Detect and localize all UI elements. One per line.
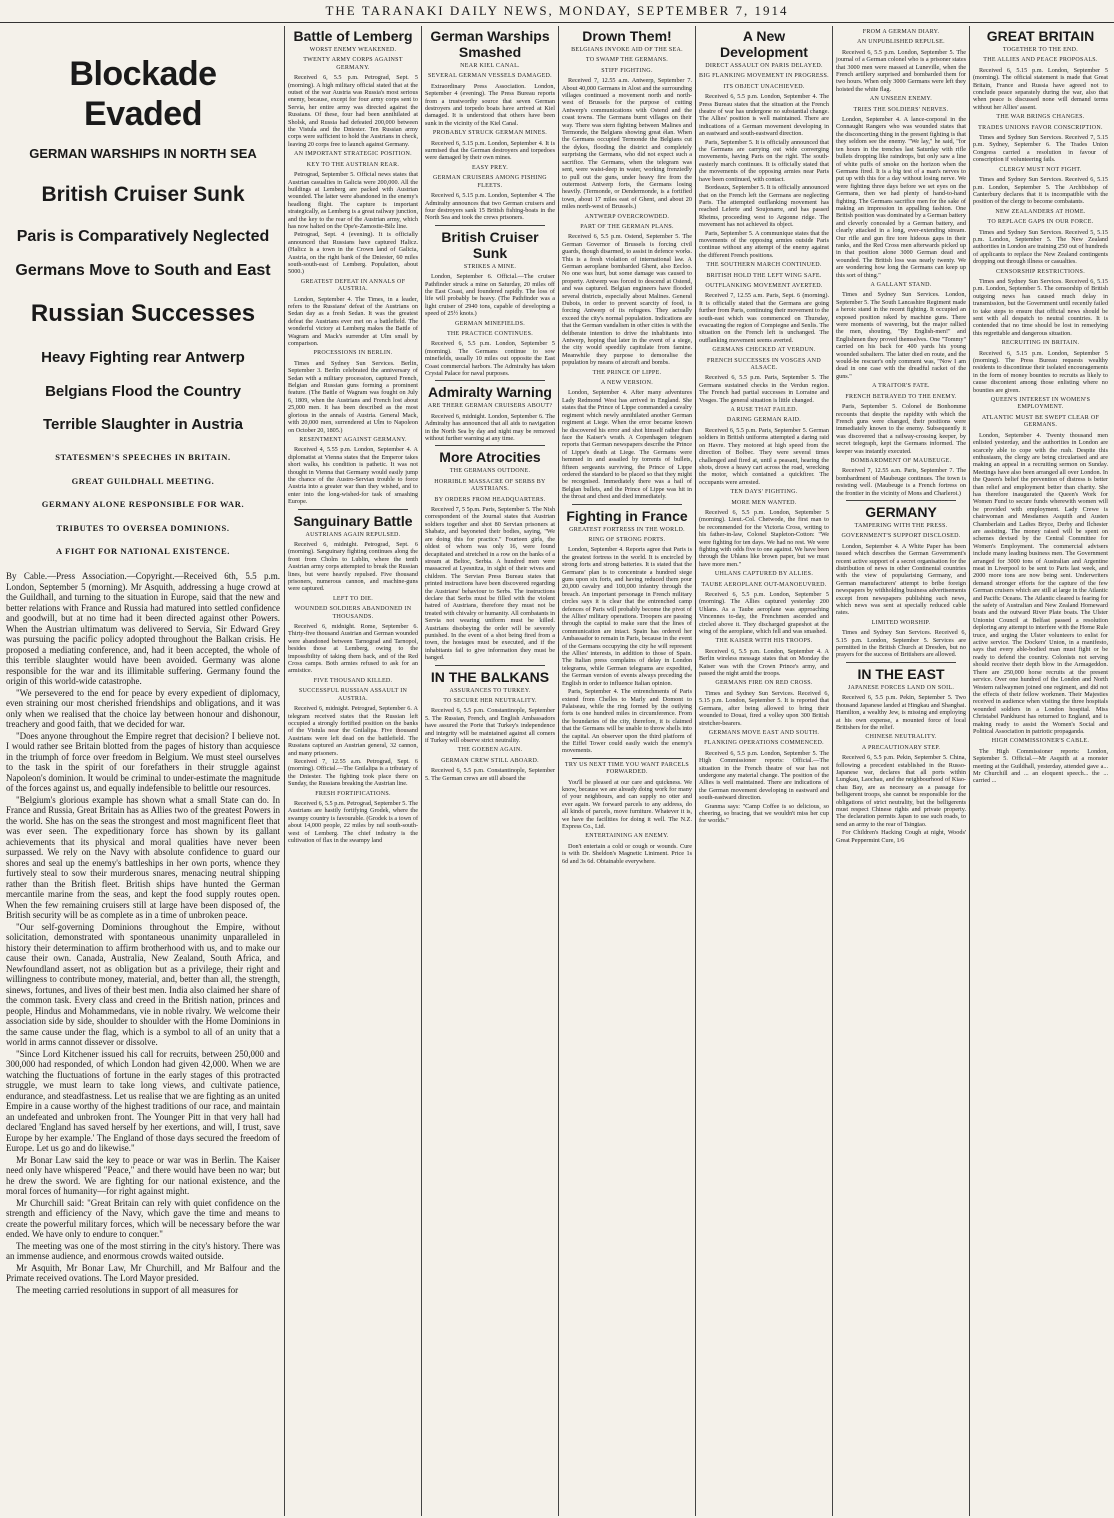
subhead: FROM A GERMAN DIARY. xyxy=(862,29,940,35)
article-text: Received 6, 5.5 p.m. London, September 5. The journal of a German colonel who is a prisoner states that 3000 men were massed at Luneville, when the French artillery surprised and bombarded them for two hours. When only 3000 Germans were left they hoisted the white flag. xyxy=(836,48,966,93)
subhead: TO REPLACE GAPS IN OUR FORCE. xyxy=(987,219,1094,226)
advert-heading: TRY US NEXT TIME YOU WANT PARCELS FORWARDED. xyxy=(564,761,690,776)
divider xyxy=(435,380,545,381)
article-text: Received 6, 5.5 p.m. Pekin, September 5. China, following a precedent established in the Russo-Japanese war, declares that all ports within Lungkau, Laochau, and the neighbourhood of Kiao-chau Bay, are as necessary as a passage for belligerent troops, she cannot be responsible for the obligations of strict neutrality, but the belligerents must respect Chinese rights and private property. The declaration permits Japan to use such roads, to send an army to the rear of Tsingtao. xyxy=(836,754,966,828)
article-text: Received 6, 5.5 p.m. Petrograd, Sept. 5 (morning). A high military official stated that at the outset of the war Austria was Russia's most serious enemy, because, except for four army corps sent to Servia, her entire army was directed against the Russians. Of these, four had been annihilated at Sholsk, and Russia had defeated 200,000 between the Vistula and the Dniester. Ten Russian army corps were sufficient to hold the Austrians in check, leaving 20 corps free to launch against Germany. xyxy=(288,74,418,148)
newspaper-page xyxy=(0,26,1114,1516)
lead-paragraph: Mr Bonar Law said the key to peace or war was in Berlin. The Kaiser need only have whispered "Peace," and there would have been no war; but he drew the sword. We are fighting for our national existence, and the moral forces of humanity—for right against might. xyxy=(6,1154,280,1197)
column-rule xyxy=(284,26,285,1516)
subhead: SUCCESSFUL RUSSIAN ASSAULT IN AUSTRIA. xyxy=(298,688,408,702)
subhead: HIGH COMMISSIONER'S CABLE. xyxy=(991,738,1090,745)
subhead: TRIES THE SOLDIERS' NERVES. xyxy=(853,106,949,113)
lead-headline-8: Terrible Slaughter in Austria xyxy=(42,416,244,434)
subhead: ARE THERE GERMAN CRUISERS ABOUT? xyxy=(427,403,553,410)
column-drown-them xyxy=(560,26,694,1516)
lead-headline-2: British Cruiser Sunk xyxy=(41,183,245,207)
subhead: THE GOEBEN AGAIN. xyxy=(457,747,523,754)
article-text: Received 6, 5.5 p.m. Petrograd, September 5. The Austrians are hastily fortifying Grodek, where the swampy country is favourable. (Grodek is a town of about 14,000 people, 22 miles by rail south-south-west of Lemberg. The chief industry is the cultivation of flax in the swampy land xyxy=(288,799,418,844)
article-text: Received 6, 5.15 p.m. London, September 4. The Admiralty announces that two German cruisers and four destroyers sank 15 British fishing-boats in the North Sea and took the crews prisoners. xyxy=(425,192,555,222)
subhead: GERMAN MINEFIELDS. xyxy=(454,320,526,327)
subhead: FLANKING OPERATIONS COMMENCED. xyxy=(704,740,824,747)
headline-sanguinary-battle: Sanguinary Battle xyxy=(293,512,413,529)
article-text: Received 4, 5.55 p.m. London, September 4. A diplomatist at Vienna states that the Emperor takes short walks, his condition is pathetic. It was not thought in Vienna that Germany would easily jump the chance of the Austro-Servian trouble to force Austria into a greater war than they wished, and to enter into the long-wished-for task of smashing Europe. xyxy=(288,446,418,506)
article-text: Paris, September 5. It is officially announced that the Germans are carrying out wide converging movements, having Paris on the right. The south-easterly march continues. It is officially stated that the movements of the opposing armies near Paris have been continued, with contact. xyxy=(699,138,829,183)
lead-subhead-1: STATESMEN'S SPEECHES IN BRITAIN. xyxy=(55,452,231,463)
article-text: Times and Sydney Sun Services. Received 6, 5.15 p.m. London, September 5. Services are permitted in the British Church at Dresden, but no prayers for the success of Britishers are allowed. xyxy=(836,629,966,659)
subhead: FRENCH SUCCESSES IN VOSGES AND ALSACE. xyxy=(707,357,821,372)
subhead: QUEEN'S INTEREST IN WOMEN'S EMPLOYMENT. xyxy=(990,397,1091,411)
subhead: GERMANS MOVE EAST AND SOUTH. xyxy=(708,729,820,736)
subhead: HORRIBLE MASSACRE OF SERBS BY AUSTRIANS. xyxy=(434,478,546,493)
article-text: Times and Sydney Sun Services. Received 7, 5.15 p.m. Sydney, September 6. The Trades Union Congress carried a resolution in favour of conscription if volunteering fails. xyxy=(973,134,1108,164)
subhead: ATLANTIC MUST BE SWEPT CLEAR OF GERMANS. xyxy=(981,414,1100,429)
column-new-development xyxy=(697,26,831,1516)
subhead: GREATEST DEFEAT IN ANNALS OF AUSTRIA. xyxy=(300,278,406,293)
subhead: BOMBARDMENT OF MAUBEUGE. xyxy=(850,457,952,464)
subhead: PART OF THE GERMAN PLANS. xyxy=(580,223,674,230)
subhead: GOVERNMENT'S SUPPORT DISCLOSED. xyxy=(841,533,961,540)
article-text: Petrograd, Sept. 4 (evening). It is officially announced that Russians have captured Halicz. (Halicz is a town in the Crown land of Galicia, Austria, on the right bank of the Dniester, 60 miles south-south-east of Lemberg. Population, about 5000.) xyxy=(288,231,418,276)
headline-great-britain: GREAT BRITAIN xyxy=(986,28,1095,44)
subhead: SEVERAL GERMAN VESSELS DAMAGED. xyxy=(428,73,552,80)
article-text: Times and Sydney Sun Services. Berlin, September 3. Berlin celebrated the anniversary of Sedan with a military procession, captured French, Belgian and Russian guns forming a prominent feature. (The Battle of Wagram was fought on July 6, 1809, when the Austrians and French lost about 25,000 men. It has been described as the most glorious in the annals of Austria. General Mack, with 20,000 men, surrendered at Ulm to Napoleon on October 20, 1805.) xyxy=(288,359,418,434)
subhead: GREATEST FORTRESS IN THE WORLD. xyxy=(569,526,685,533)
divider xyxy=(846,500,956,501)
article-text: London, September 4. Reports agree that Paris is the greatest fortress in the world. It is encircled by strong forts and strong batteries. It is stated that the Germans' plan is to concentrate a hundred siege guns upon six forts, and having reduced them pour 20,000 cavalry and 100,000 infantry through the breach. An important personage in French military circles says it is clear that the entrenched camp defences of Paris will probably become the pivot of the Allies' military operations. Troopers are passing through the capital to make sure that the lines of communication are intact. Spain has ordered her Ambassador to remain in Paris, because in the event of the Germans occupying the city he will represent the Allies' interests, in addition to those of Spain. The Italian press complains of delay in London telegrams, while German telegrams are expedited, the German version of events always preceding the English in order to influence Italian opinion. xyxy=(562,546,692,687)
subhead: DIRECT ASSAULT ON PARIS DELAYED. xyxy=(705,63,823,69)
subhead: PROBABLY STRUCK GERMAN MINES. xyxy=(432,130,548,137)
lead-paragraph: "Since Lord Kitchener issued his call for recruits, between 250,000 and 300,000 had responded, of which London had given 42,000. When we are watching the fluctuations of fortune in the early stages of this protracted struggle, we must learn to take long views, and cultivate patience, endurance, and steadfastness. Let us realise that we are fighting as an united Empire in a cause worthy of the highest traditions of our race, and maintain an undefeated and unbroken front. The Younger Pitt in that very hall had declared 'England has saved herself by her exertions, and will, I trust, save Europe by her example.' The England of those days secured the freedom of Europe. Let us go and do likewise." xyxy=(6,1048,280,1154)
subhead: CLERGY MUST NOT FIGHT. xyxy=(999,166,1082,173)
headline-germany: GERMANY xyxy=(865,503,937,520)
headline-british-cruiser-sunk: British Cruiser Sunk xyxy=(441,228,539,261)
subhead: CHINESE NEUTRALITY. xyxy=(865,734,937,741)
article-text: London, September 4. A White Paper has been issued which describes the German Government's recent active support of a secret organisation for the distribution of news in other Continental countries with the view of popularising Germany, and German manufacturers' attempt to bribe foreign newspapers by withholding business advertisements except from newspapers publishing such news, which news was sent at specially reduced cable rates. xyxy=(836,542,966,617)
article-text: Received 7, 12.55 a.m. Paris, September 7. The bombardment of Maubeuge continues. The town is resisting well. (Maubeuge is a French fortress on the frontier in the vicinity of Mons and Charleroi.) xyxy=(836,467,966,497)
subhead: ASSURANCES TO TURKEY. xyxy=(449,687,531,694)
article-text: Received 6, midnight. Rome, September 6. Thirty-five thousand Austrian and German wounded were abandoned between Tarnograd and Tarnopol, besides those at Lemberg, owing to the impossibility of taking them back, and of the Red Cross camps. Both armies refused to ask for an armistice. xyxy=(288,623,418,675)
subhead: NEW ZEALANDERS AT HOME. xyxy=(995,208,1086,215)
subhead: A RUSE THAT FAILED. xyxy=(730,407,798,414)
article-text: Received 6, 5.15 p.m. London, September 5 (morning). The official statement is made that Great Britain, France and Russia have agreed not to conclude peace separately during the war, also that when peace is discussed none will demand terms without her Allies' assent. xyxy=(973,66,1108,111)
subhead: WORST ENEMY WEAKENED. xyxy=(309,47,397,53)
subhead: OUTFLANKING MOVEMENT AVERTED. xyxy=(705,282,823,289)
lead-subhead-4: TRIBUTES TO OVERSEA DOMINIONS. xyxy=(56,522,230,533)
subhead: GERMAN CREW STILL ABOARD. xyxy=(441,757,539,764)
advert-text: Don't entertain a cold or cough or wounds. Cure is with Dr. Sheldon's Magnetic Liniment. Price 1s 6d and 3s 6d. Obtainable everywhere. xyxy=(562,842,692,865)
lead-paragraph: Mr Churchill said: "Great Britain can rely with quiet confidence on the strength and efficiency of the Navy, which gave the time and means to create the powerful military forces, which will be necessary before the war ended. We have only to endure to conquer." xyxy=(6,1197,280,1240)
subhead: A TRAITOR'S FATE. xyxy=(872,383,930,390)
lead-paragraph: Mr Asquith, Mr Bonar Law, Mr Churchill, and Mr Balfour and the Primate received ovations. The Lord Mayor presided. xyxy=(6,1262,280,1284)
article-text: Received 6, midnight. London, September 6. The Admiralty has announced that all aids to navigation in the North Sea by day and night may be removed without further warning at any time. xyxy=(425,412,555,443)
article-text: Received 6, 5.5 p.m. Paris, September 5. The Germans sustained checks in the Verdun region. The French had partial successes in Lorraine and Vosges. The general situation is little changed. xyxy=(699,374,829,404)
subhead: DARING GERMAN RAID. xyxy=(726,417,802,424)
lead-subhead-5: A FIGHT FOR NATIONAL EXISTENCE. xyxy=(56,546,230,557)
article-text: Received 6, 5.5 p.m. London, September 5. The High Commissioner reports: Official.—The situation in the French theatre of war has not undergone any material change. The position of the Allies is well maintained. There are indications of the German movement developing in eastward and south-eastward direction. xyxy=(699,749,829,802)
subhead: KEY TO THE AUSTRIAN REAR. xyxy=(306,161,400,168)
article-text: Times and Sydney Sun Services. Received 6, 5.15 p.m. London, September 5. The Archbishop of Canterbury declares that it is incompatible with the position of the clergy to become combatants. xyxy=(973,176,1108,206)
subhead: AN UNSEEN ENEMY. xyxy=(869,96,933,103)
lead-article-body xyxy=(6,571,280,1295)
subhead: NEAR KIEL CANAL. xyxy=(460,63,520,69)
divider xyxy=(435,225,545,226)
subhead: PROCESSIONS IN BERLIN. xyxy=(313,350,393,357)
lead-paragraph: "Belgium's glorious example has shown what a small State can do. In France and Russia, Great Britain has as Allies two of the greatest Powers in the world. She has on the seas the strongest and most magnificent fleet that was ever seen. The expeditionary force has shown by its gallant achievements that its physical and moral qualities have never been surpassed. We rely on the Navy with absolute confidence to guard our shores and seal up the enemy's battleships in her own ports, whence they furtively steal to sow their murderous snares, menacing neutral shipping rather than the British fleet. British ships have hunted the German mercantile marine from the seas, and kept the food supply routes open. When the few remaining cruisers still at large have been disposed of, the British security will be as complete as in a time of unbroken peace. xyxy=(6,794,280,921)
column-rule xyxy=(695,26,696,1516)
subhead: THE WAR BRINGS CHANGES. xyxy=(996,114,1085,121)
subhead: GERMANS FIRE ON RED CROSS. xyxy=(715,680,813,687)
lead-headline-6: Heavy Fighting rear Antwerp xyxy=(41,349,245,367)
subhead: BELGIANS INVOKE AID OF THE SEA. xyxy=(571,47,683,53)
divider xyxy=(435,445,545,446)
article-text: London, September 6. Official.—The cruiser Pathfinder struck a mine on Saturday, 20 miles off the East Coast, and foundered rapidly. The loss of life will probably be heavy. (The Pathfinder was a light cruiser of 2940 tons, capable of developing a speed of 25½ knots.) xyxy=(425,273,555,318)
headline-in-the-east: IN THE EAST xyxy=(857,665,945,682)
column-german-diary xyxy=(834,26,968,1516)
article-text: Received 6, 5.5 p.m. Paris, September 5. German soldiers in British uniforms attempted a daring raid on Havre. They motored at high speed from the direction of Bolbec. They were several times challenged and fired at, until a peasant, hearing the shots, drove a heavy cart across the road, wrecking the motor, which contained a quickfirer. The occupants were arrested. xyxy=(699,426,829,486)
subhead: THE GERMANS OUTDONE. xyxy=(449,468,531,475)
article-text: Received 6, 5.15 p.m. London, September 5 (morning). The Press Bureau requests wealthy residents to discontinue their isolated encouragements in the form of money bounties to recruits as likely to cause discontent among those enlisting where no bounties are given. xyxy=(973,349,1108,394)
lead-headline-7: Belgians Flood the Country xyxy=(45,382,241,400)
column-rule xyxy=(832,26,833,1516)
subhead: AN IMPORTANT STRATEGIC POSITION. xyxy=(294,151,412,158)
subhead: GERMANS CHECKED AT VERDUN. xyxy=(712,347,816,354)
subhead: ANTWERP OVERCROWDED. xyxy=(584,213,670,220)
subhead: ITS OBJECT UNACHIEVED. xyxy=(723,83,805,90)
subhead: AN UNPUBLISHED REPULSE. xyxy=(857,39,945,46)
advert-heading: ENTERTAINING AN ENEMY. xyxy=(585,833,669,840)
subhead: STRIKES A MINE. xyxy=(463,263,517,270)
column-german-warships xyxy=(423,26,557,1516)
article-text: Petrograd, September 5. Official news states that Austrian casualties in Galicia were 200,000. All the buildings at Lemberg are packed with Austrian wounded. The latter were abandoned in the enemy's headlong flight. The capture is important strategically, as Lemberg is a great railway junction, and the key to the rear of the Austrian army, which has now halted on the Ope'e-Zamostie-Bilz line. xyxy=(288,171,418,230)
article-text: Received 6, 5.5 p.m. Ostend, September 5. The German Governor of Brussels is forcing civil guards, though disarmed, to assist in defence works. This is a fresh violation of international law. A German aeroplane bombarded Ghent, also Eecloo. No one was hurt, but some damage was caused to property. Antwerp was forced to descend at Ostend, and was captured. Belgian engineers have flooded several districts, especially about Malines. General Dubois, in order to prevent scarcity of food, is forcing Antwerp of its refugees. They actually exceed the city's normal population. Indications are that the German vandalism in other cities is with the deliberate intention to drive the inhabitants into Antwerp, hoping that later in the event of a siege, the city would speedily capitulate from famine. Meanwhile they purpose to demoralise the population by means of aircraft and bombs. xyxy=(562,233,692,367)
subhead: STIFF FIGHTING. xyxy=(601,67,653,74)
headline-in-the-balkans: IN THE BALKANS xyxy=(430,668,550,685)
article-text: Received 6, 5.15 p.m. London, September 4. It is surmised that the German destroyers and torpedoes were damaged by their own mines. xyxy=(425,139,555,162)
article-text: Received 7, 12.55 a.m. Paris, Sept. 6 (morning). It is officially stated that the Germans are going further from Paris, continuing their movement to the south-east which was commenced on Thursday, evacuating the region of Compiegne and Senlis. The situation on the French left is unchanged. The outflanking movement seems averted. xyxy=(699,292,829,344)
subhead: THE SOUTHERN MARCH CONTINUED. xyxy=(706,262,822,269)
divider xyxy=(846,662,956,663)
advert-text: For Children's Hacking Cough at night, Woods' Great Peppermint Cure, 1/6 xyxy=(836,829,966,844)
column-great-britain xyxy=(971,26,1110,1516)
headline-german-warships-smashed: German Warships Smashed xyxy=(430,28,550,60)
article-text: The High Commissioner reports: London, September 5. Official.—Mr Asquith at a monster meeting at the Guildhall, yesterday, attended gave a... Mr Churchill and ... an eloquent speech... the ... carried ... xyxy=(973,747,1108,785)
headline-more-atrocities: More Atrocities xyxy=(439,449,541,466)
subhead: TRADES UNIONS FAVOR CONSCRIPTION. xyxy=(978,124,1103,131)
subhead: EASY PREY. xyxy=(471,164,508,171)
article-text: Times and Sydney Sun Services. Received 6, 5.15 p.m. London, September 5. It is reported that Germans, after being allowed to bring their wounded to Douai, fired a volley upon 300 British stretcher-bearers. xyxy=(699,689,829,727)
subhead: A GALLANT STAND. xyxy=(870,282,932,288)
advert-text: Granma says: "Camp Coffee is so delicious, so cheering, so bracing, that we wouldn't miss her cup for worlds." xyxy=(699,802,829,825)
article-text: London, September 4. After many adventures Lady Redmond West has arrived in England. She states that the Prince of Lippe commanded a cavalry regiment which newly annihilated another German regiment at Liege. When the error became known he discovered his error and shot himself rather than face the Kaiser's wrath. A Copenhagen telegram reports that German newspapers describe the Prince of Lippe's death at Liege. The Germans were hemmed in and assailed by torrents of bullets, fifteen sergeants surviving, the Prince of Lippe ordered the standard to be placed so that they might be recognised. Immediately there was a hail of Belgian bullets, and the Prince of Lippe was hit in the throat and chest and died immediately. xyxy=(562,389,692,501)
column-rule xyxy=(558,26,559,1516)
lead-subhead-2: GREAT GUILDHALL MEETING. xyxy=(71,475,215,486)
article-text: London, September 4. A lance-corporal in the Connaught Rangers who was wounded states that the disconcerting thing in the present fighting is that they seldom see the enemy. "We lay," he said, "for ten hours in the trenches last Saturday with rifle bullets dropping like raindrops, but only saw a line of white puffs of smoke on the horizon when the Germans fired. It is a big test of a man's nerves to put up with this for a day without losing nerve. We were fighting three days before we set eyes on the Germans, then we had plenty of hand-to-hand fighting. The Germans sacrifice men for the sake of making an impression in appalling fashion. One British position was dominated by a German battery and cleverly concealed by a German battery, and clearly attacked in a long, ever-extending stream. Our rifle and gun fire tore hideous gaps in their ranks, and the Red Cross men afterwards picked up in that position alone 3000 German dead and wounded. The British loss was nearly twenty. We are wondering how long the Germans can keep up this sort of thing." xyxy=(836,116,966,279)
article-text: Received 7, 5 5p.m. Paris, September 5. The Nish correspondent of the Journal states that Austrian soldiers together and shot 80 Servian prisoners at Shabatz, and bayoneted their bodies, saying, "We are doing this for practice." Fourteen girls, the oldest of whom was only 16, were found decapitated and stretched in a row on the banks of a stream at Beltoc, Serbia. A hundred men were massacred at Lyesnitza, in sight of their wives and children. The Servian Press Bureau states that printed instructions have been discovered regarding the Austrians' behaviour to Serbs. The instructions declare that Serbs must be filled with the violent hatred of Austrians, therefore they must not be treated with chivalry or humanity. All combatants in Servia not wearing uniform must be killed. Austrians disobeying the order will be severely punished. In the event of a shot being fired from a town, the hostages must be executed, and if the inhabitants fail to give information they must be hanged. xyxy=(425,506,555,662)
lead-paragraph: By Cable.—Press Association.—Copyright.—Received 6th, 5.5 p.m. London, September 5 (morning). Mr Asquith, addressing a huge crowd at the Guildhall, and turning to the situation in Europe, said that the new and better relations with France and Russia had matured into settled confidence and goodwill, but at no time had it been directed against other Powers. When the Austrian ultimatum was delivered to Servia, Sir Edward Grey was pursuing the pacific policy adopted throughout the Balkan crisis. He proposed a mediating conference, and, had it been accepted, the whole of this terrible slaughter would have been avoided. Germany was alone responsible for the war and its illimitable suffering. Germany found the origin of this world-wide catastrophe. xyxy=(6,571,280,687)
subhead: RECRUITING IN BRITAIN. xyxy=(1001,340,1080,347)
lead-headline-1: GERMAN WARSHIPS IN NORTH SEA xyxy=(29,146,257,161)
headline-fighting-in-france: Fighting in France xyxy=(566,507,688,524)
subhead: THE PRINCE OF LIPPE. xyxy=(592,369,662,376)
lead-paragraph: "We persevered to the end for peace by every expedient of diplomacy, even straining our most cherished friendships and obligations, and it was only when we realised that the choice lay between honour and dishonour, treachery and good faith, that we decided for war. xyxy=(6,687,280,730)
subhead: RING OF STRONG FORTS. xyxy=(588,536,666,543)
subhead: JAPANESE FORCES LAND ON SOIL. xyxy=(847,684,955,691)
subhead: RESENTMENT AGAINST GERMANY. xyxy=(299,436,407,443)
subhead: MORE MEN WANTED. xyxy=(731,499,797,506)
lead-headline-3: Paris is Comparatively Neglected xyxy=(16,228,270,246)
lead-paragraph: The meeting carried resolutions in support of all measures for xyxy=(16,1284,239,1295)
article-text: Received 6, 5.5 p.m. Constantinople, September 5. The German crews are still aboard the xyxy=(425,767,555,782)
article-text: Received 6, 5.5 p.m. Constantinople, September 5. The Russian, French, and English Ambassadors have assured the Porte that Turkey's independence and integrity will be maintained against all comers if Turkey will observe strict neutrality. xyxy=(425,707,555,745)
subhead: THE PRACTICE CONTINUES. xyxy=(446,330,534,337)
subhead: FRENCH BETRAYED TO THE ENEMY. xyxy=(845,393,957,400)
subhead: TEN DAYS' FIGHTING. xyxy=(730,489,798,496)
subhead: BIG FLANKING MOVEMENT IN PROGRESS. xyxy=(699,73,829,80)
article-text: Paris, September 5. A communique states that the movements of the opposing armies outside Paris continue without any attempt of the enemy against the different French positions. xyxy=(699,229,829,259)
subhead: CENSORSHIP RESTRICTIONS. xyxy=(996,268,1085,275)
divider xyxy=(572,504,682,505)
lead-paragraph: The meeting was one of the most stirring in the city's history. There was an immense audience, and enormous crowds waited outside. xyxy=(6,1240,280,1262)
subhead: TWENTY ARMY CORPS AGAINST GERMANY. xyxy=(303,57,403,71)
column-rule xyxy=(421,26,422,1516)
subhead: TAMPERING WITH THE PRESS. xyxy=(854,522,948,529)
subhead: THE KAISER WITH HIS TROOPS. xyxy=(715,638,813,645)
article-text: Received 6, 5.5 p.m. London, September 5 (morning). Lieut.-Col. Chetwode, the first man to be recommended for the Victoria Cross, writing to his father-in-law, Colonel Stapleton-Cotton: "We were fighting for ten days. We had no rest. We were fighting with odds five to one against. We have been through the Uhlans like brown paper, but we must have more men." xyxy=(699,508,829,568)
article-text: Bordeaux, September 5. It is officially announced that on the French left the Germans are neglecting Paris. The attempted outflanking movement has reached Leferte and Soujonarre, and has passed Rheims, proceeding west to Argonne ridge. The movement has not achieved its object. xyxy=(699,184,829,229)
article-text: London, September 4. The Times, in a leader, refers to the Russians' defeat of the Austrians on Sedan day as a fresh Sedan. It was the greatest defeat the Austrians ever met on a battlefield. The wonderful victory at Lemberg makes the Battle of Wagram and Mack's surrender at Ulm small by comparison. xyxy=(288,295,418,348)
lead-title: Blockade Evaded xyxy=(69,55,217,133)
article-text: Times and Sydney Sun Services. London, September 5. The South Lancashire Regiment made a heroic stand in the recent fighting. It occupied an exposed position raked by machine guns. There were moments of wavering, but the major rallied the men, shouting, "By English-men!" and Englishmen they proved themselves. One "Tommy" carried on his back for 400 yards his young wounded subaltern. The latter died en route, and the would-be rescuer's only comment was, "Now I am dead in one case with the dreadful racket of the guns." xyxy=(836,291,966,380)
article-text: Received 7, 12.55 a.m. Antwerp, September 7. About 40,000 Germans in Alost and the surrounding villages continued a movement north and north-west of Brussels for the purpose of cutting Antwerp's communications with Ostend and the coast towns. The Germans burnt villages on their way. There was stern fighting between Malines and Termonde, the Belgians showing great élan. When the Germans occupied Termonde the Belgians cut the dykes, flooding the district and completely surprising the Germans, who did not expect such a sacrifice. The Germans, when the telegram was sent, were waist-deep in water, working frenziedly to pull out the guns, under heavy fire from the outermost Antwerp forts, the Germans losing heavily. (Termonde, or Dendermonde, is a fortified town, about 17 miles east of Ghent, and about 20 miles north-west of Brussels.) xyxy=(562,77,692,211)
divider xyxy=(572,758,682,759)
subhead: BRITISH HOLD THE LEFT WING SAFE. xyxy=(706,272,822,279)
subhead: AUSTRIANS AGAIN REPULSED. xyxy=(305,531,401,538)
lead-headline-5: Russian Successes xyxy=(30,300,256,328)
subhead: TO SWAMP THE GERMANS. xyxy=(585,57,669,64)
article-text: Received 7, 12.55 a.m. Petrograd, Sept. 6 (morning). Official.—The Gnilalipa is a tributary of the Dniester. The fighting took place there on Sunday, the Russians breaking the Austrian line. xyxy=(288,757,418,788)
subhead: A NEW VERSION. xyxy=(600,380,654,387)
subhead: WOUNDED SOLDIERS ABANDONED IN THOUSANDS. xyxy=(294,606,412,620)
article-text: Received 6, 5.5 p.m. Pekin, September 5. Two thousand Japanese landed at Hingkau and Shanghai. Hamilton, a wealthy Jew, is missing and employing at his own expense, a mounted force of local Britishers for the relief. xyxy=(836,694,966,731)
article-text: Extraordinary Press Association. London, September 4 (evening). The Press Bureau reports from a trustworthy source that seven German destroyers and torpedo boats have arrived at Kiel damaged. It is understood that others have been sunk in the vicinity of the Kiel Canal. xyxy=(425,82,555,127)
headline-drown-them: Drown Them! xyxy=(582,28,672,44)
subhead: A PRECAUTIONARY STEP. xyxy=(861,744,941,751)
article-text: Received 6, 5.5 p.m. London, September 4. The Press Bureau states that the situation at the French theatre of war has undergone no substantial change. The Allies' position is well maintained. There are indications of a German movement developing in an eastward and south-eastward direction. xyxy=(699,93,829,138)
subhead: TO SECURE HER NEUTRALITY. xyxy=(443,698,537,704)
subhead: LIMITED WORSHIP. xyxy=(871,619,931,626)
subhead: FIVE THOUSAND KILLED. xyxy=(313,677,393,684)
column-battle-of-lemberg xyxy=(286,26,420,1516)
subhead: TOGETHER TO THE END. xyxy=(1002,47,1079,53)
subhead: TAUBE AEROPLANE OUT-MANOEUVRED. xyxy=(701,581,827,588)
lead-headline-4: Germans Move to South and East xyxy=(15,261,271,279)
article-text: Paris, September 4. The entrenchments of Paris extend from Chelles to Marly and Domont to Palaiseau, while the ring formed by the outlying forts is one hundred miles in circumference. From the boundaries of the city, therefore, it is claimed that the Germans will be unable to throw shells into the capital. An observer upon the third platform of the Eiffel Tower could easily watch the enemy's movements. xyxy=(562,688,692,755)
lead-paragraph: "Does anyone throughout the Empire regret that decision? I believe not. I would rather see Britain blotted from the pages of history than acquiesce in the triumph of force over freedom in Belgium. We must steel ourselves to the task in the spirit of our forefathers in their struggle against Napoleon's dominion. It would be criminal to under-estimate the magnitude of the forces against us, and equally indefensible to belittle our resources. xyxy=(6,730,280,794)
lead-column xyxy=(4,26,282,1516)
article-text: Received 6, 5.5 p.m. London, September 5 (morning). The Germans continue to sow minefields, usually 10 miles out opposite the East Coast commercial harbors. The Admiralty has taken Crystal Palace for naval purposes. xyxy=(425,340,555,377)
headline-admiralty-warning: Admiralty Warning xyxy=(428,384,552,401)
divider xyxy=(435,665,545,666)
article-text: Received 6, 5.5 p.m. London, September 5 (morning). The Allies captured yesterday 200 Uhlans. As a Taube aeroplane was approaching Vincennes to-day, the Frenchmen ascended and circled above it. They discharged grapeshot at the wing of the aeroplane, which fell and was smashed. xyxy=(699,591,829,636)
lead-subhead-3: GERMANY ALONE RESPONSIBLE FOR WAR. xyxy=(41,499,245,510)
lead-paragraph: "Our self-governing Dominions throughout the Empire, without solicitation, demonstrated with spontaneous unanimity unparalleled in history their determination to affirm brotherhood with us, and to make our cause their own. Canada, Australia, New Zealand, South Africa, and Newfoundland assert, not as obligation but as a privilege, their right and willingness to contribute money, material, and, better than all, the strength, sinews, fortunes, and lives of their best men. India also claimed her share of the common task. Every class and creed in the British nation, princes and people, Hindus and Mohammedans, vie in noble rivalry. We welcome their association side by side, shoulder to shoulder with the Home Dominions in the same cause under the flag, which is a symbol to all of an unity that a world in arms cannot dissever or dissolve. xyxy=(6,921,280,1048)
column-rule xyxy=(969,26,970,1516)
article-text: Received 6, midnight. Petrograd, Sept. 6 (morning). Sanguinary fighting continues along the front from Cholm to Lublin, where the tenth Austrian army corps attempted to break the Russian lines, but were heavily repulsed. Five thousand prisoners, numerous cannon, and machine-guns were captured. xyxy=(288,540,418,593)
article-text: Received 6, 5.5 p.m. London, September 4. A Berlin wireless message states that on Monday the Kaiser was with the Crown Prince's army, and passed the night amid the troops. xyxy=(699,647,829,678)
subhead: FRESH FORTIFICATIONS. xyxy=(315,790,391,797)
subhead: BY ORDERS FROM HEADQUARTERS. xyxy=(434,496,546,503)
advert-text: You'll be pleased at our care and quickness. We know, because we are already doing work for many of your neighbours, and can supply no otter and ever again. We forward parcels to any address, do all kinds of parcels, move furniture. Whatever it is, we have the facilities for doing it well. The N.Z. Express Co., Ltd. xyxy=(562,778,692,830)
headline-battle-of-lemberg: Battle of Lemberg xyxy=(293,28,413,44)
subhead: GERMAN CRUISERS AMONG FISHING FLEETS. xyxy=(433,175,547,189)
article-text: Times and Sydney Sun Services. Received 6, 5.15 p.m. London, September 5. The censorship of British outgoing news has caused much delay in transmission, but the Government until recently failed to take steps to ensure that official news should be sent with all despatch to neutral countries. It is contended that no time should be lost in remedying this regrettable and dangerous situation. xyxy=(973,277,1108,337)
article-text: Received 6, midnight. Petrograd, September 6. A telegram received states that the Russian left occupied a strongly fortified position on the banks of the Vistula near the Gnilalipa. Five thousand Austrians were left dead on the battlefield. The Russians captured an Austrian general, 32 cannon, and many prisoners. xyxy=(288,705,418,757)
subhead: THE ALLIES AND PEACE PROPOSALS. xyxy=(983,57,1098,64)
headline-a-new-development: A New Development xyxy=(720,28,808,60)
masthead: THE TARANAKI DAILY NEWS, MONDAY, SEPTEMBER 7, 1914 xyxy=(0,0,1114,23)
subhead: LEFT TO DIE. xyxy=(332,595,374,602)
article-text: Times and Sydney Sun Services. Received 5, 5.15 p.m. London, September 5. The New Zealand authorities in London are training 250 out of hundreds of applicants to replace the New Zealand contingents dropping out through illness or casualties. xyxy=(973,228,1108,266)
article-text: Paris, September 5. Colonel de Bonhomme recounts that despite the rapidity with which the French guns were changed, their positions were immediately known to the enemy. Subsequently it was discovered that a railway-crossing keeper, by secret telegraph, kept the Germans informed. The keeper was instantly executed. xyxy=(836,403,966,455)
article-text: London, September 4. Twenty thousand men enlisted yesterday, and the authorities in London are scarcely able to cope with the rush. Despite this enthusiasm, the clergy are being circularised and are making an appeal in a recruiting sermon on Sunday. Meetings have also been arranged all over London. In the Queen's belief the prevention of distress is better than relief and employment better than charity. She has therefore inaugurated the Queen's Work for Women Fund to secure funds wherewith women will be provided with employment. Lady Crewe is chairwoman and Mesdames Asquith and Austen Chamberlain and Ladies Bryce, Derby and Ilchester are assisting. The money raised will be spent on schemes devised by the Central Committee for Women's Employment. The commercial advisers include many leading business men. The Government arranged for 3000 tons of Australian and Argentine meat in Liverpool to be sent to Paris last week, and 2000 more tons are now being sent. Underwriters demand stronger efforts for the capture of the few German cruisers which are still at large in the Atlantic and Pacific Oceans. The Atlantic cleared is fearing for the safety of Australian and New Zealand Homeward boats and the outward River Plate boats. The Ulster Unionist Council at Belfast passed a resolution deploring any attempt to interfere with the Home Rule truce, and urging the Ulster volunteers to enlist for active service. The Dockers' Union, in a manifesto, says that every able-bodied man must fight or be ready to defend the country. Colonists not serving should receive their depth blow in the Armageddon. There are 250,000 horse recruits at the present service. Over one hundred of the London and North Western railwaymen joined one regiment, and did not the effects of their fellow workmen. Their Majesties received in audience when visiting the three hospitals wounded soldiers in a London hospital. Miss Christabel Pankhurst has returned to England, and is making ready to assist the Women's Social and Political Association in patriotic propaganda. xyxy=(973,431,1108,735)
subhead: UHLANS CAPTURED BY ALLIES. xyxy=(714,571,814,578)
divider xyxy=(298,509,408,510)
